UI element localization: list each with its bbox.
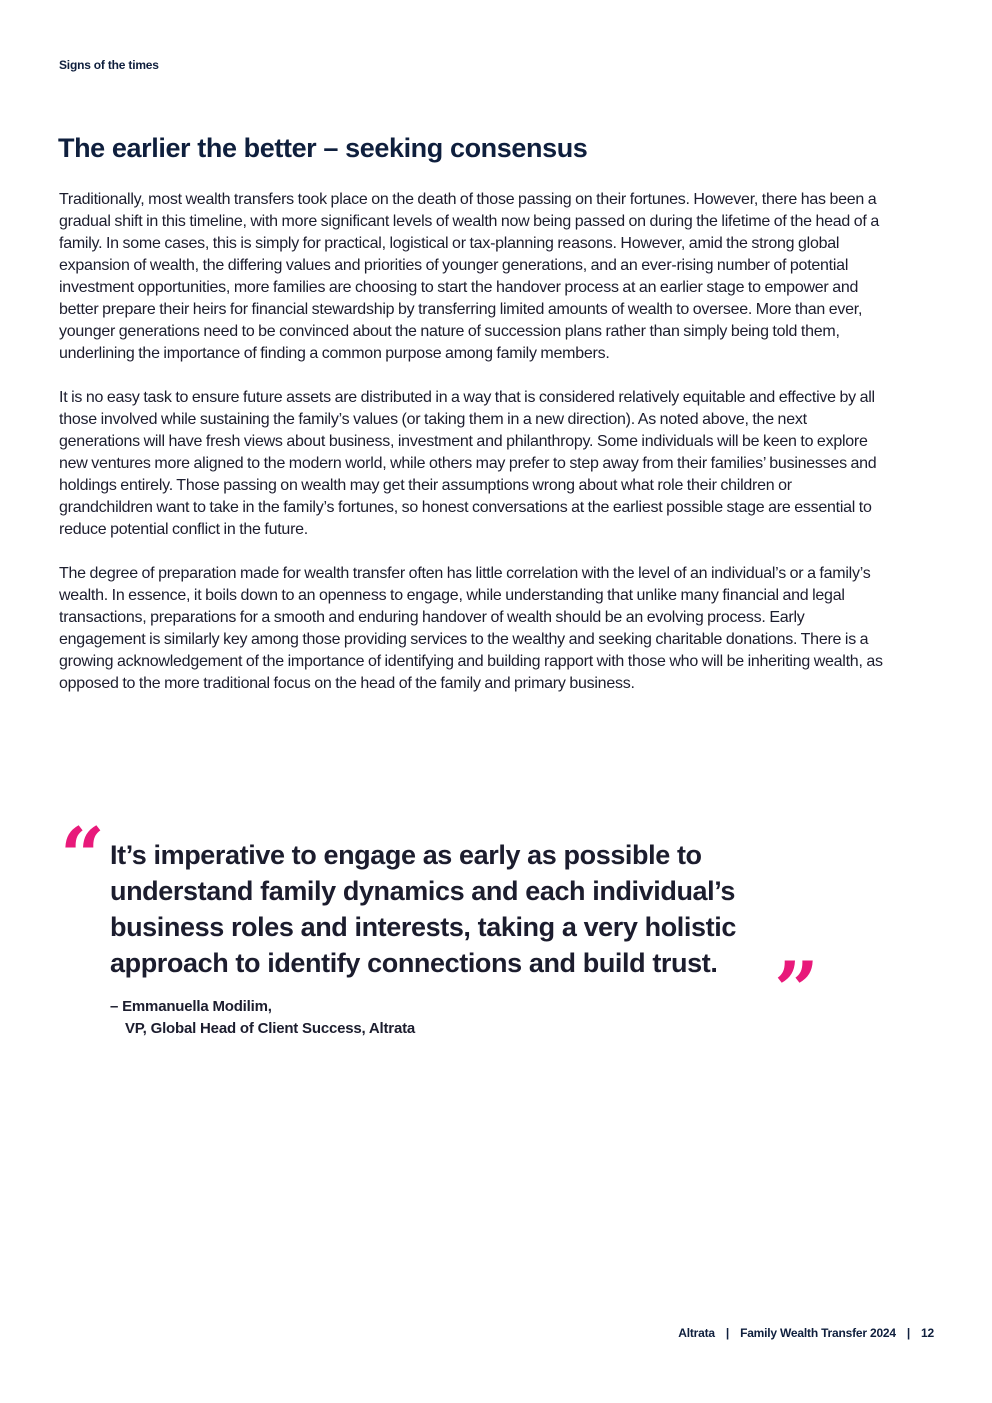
- paragraph-2: It is no easy task to ensure future assets are distributed in a way that is considered relatively equitable and effective by all those involved while sustaining the family’s values (or taking them in a new direction). As noted above, the next generations will have fresh views about business, investment and philanthropy. Some individuals will be keen to explore new ventures more aligned to the modern world, while others may prefer to step away from their families’ businesses and holdings entirely. Those passing on wealth may get their assumptions wrong about what role their children or grandchildren want to take in the family’s fortunes, so honest conversations at the earliest possible stage are essential to reduce potential conflict in the future.: [59, 389, 877, 538]
- article-body: [59, 189, 885, 717]
- page-title: The earlier the better – seeking consensus: [58, 133, 588, 163]
- footer-publication: Family Wealth Transfer 2024: [740, 1326, 896, 1340]
- quote-text: It’s imperative to engage as early as possible to understand family dynamics and each individual’s business roles and interests, taking a very holistic approach to identify connections and build trust.: [110, 840, 736, 978]
- page-number: 12: [921, 1326, 934, 1340]
- attribution-role: VP, Global Head of Client Success, Altrata: [125, 1020, 416, 1037]
- pull-quote: [60, 811, 820, 1048]
- section-label: Signs of the times: [59, 58, 159, 72]
- page-footer: [678, 1326, 934, 1340]
- quote-attribution: [110, 996, 415, 1040]
- paragraph-1: Traditionally, most wealth transfers took place on the death of those passing on their fortunes. However, there has been a gradual shift in this timeline, with more significant levels of wealth now being passed on during the lifetime of the head of a family. In some cases, this is simply for practical, logistical or tax-planning reasons. However, amid the strong global expansion of wealth, the differing values and priorities of younger generations, and an ever-rising number of potential investment opportunities, more families are choosing to start the handover process at an earlier stage to empower and better prepare their heirs for financial stewardship by transferring limited amounts of wealth to oversee. More than ever, younger generations need to be convinced about the nature of succession plans rather than simply being told them, underlining the importance of finding a common purpose among family members.: [59, 191, 879, 362]
- footer-separator: |: [725, 1326, 730, 1340]
- open-quote-icon: “: [60, 811, 105, 902]
- attribution-name: – Emmanuella Modilim,: [110, 998, 272, 1015]
- close-quote-icon: ”: [774, 945, 819, 1036]
- footer-separator: |: [906, 1326, 911, 1340]
- footer-brand: Altrata: [678, 1326, 715, 1340]
- paragraph-3: The degree of preparation made for wealth transfer often has little correlation with the level of an individual’s or a family’s wealth. In essence, it boils down to an openness to engage, while understanding that unlike many financial and legal transactions, preparations for a smooth and enduring handover of wealth should be an evolving process. Early engagement is similarly key among those providing services to the wealthy and seeking charitable donations. There is a growing acknowledgement of the importance of identifying and building rapport with those who will be inheriting wealth, as opposed to the more traditional focus on the head of the family and primary business.: [59, 565, 883, 692]
